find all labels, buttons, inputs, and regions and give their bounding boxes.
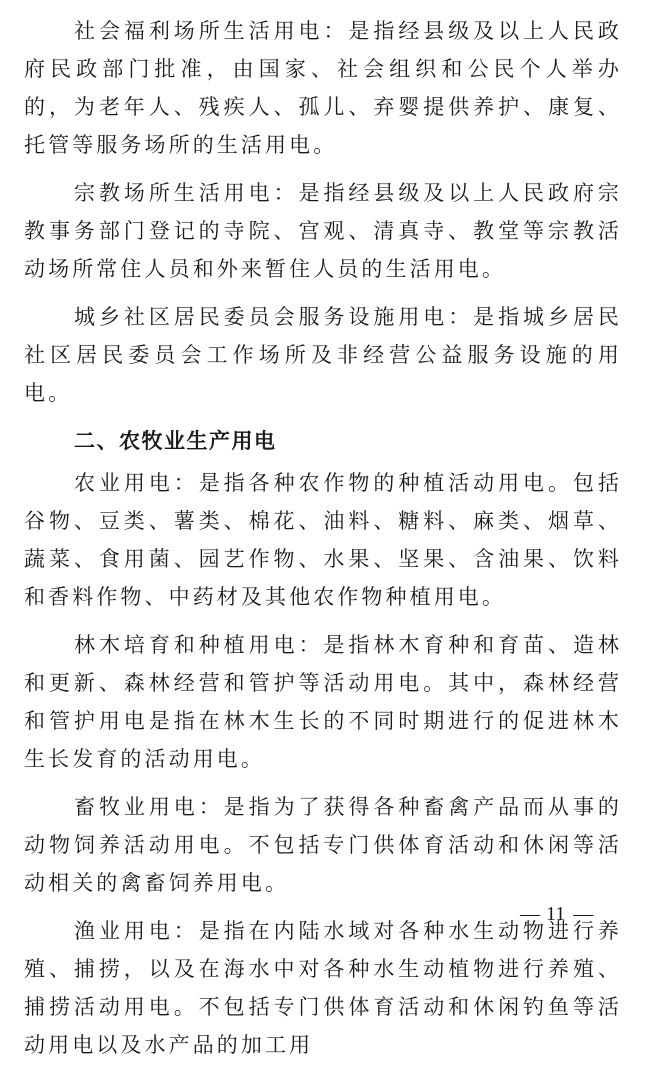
paragraph-community-committee: 城乡社区居民委员会服务设施用电：是指城乡居民社区居民委员会工作场所及非经营公益服务设施的用电。 — [24, 305, 622, 405]
paragraph-fishery: 渔业用电：是指在内陆水域对各种水生动物进行养殖、捕捞，以及在海水中对各种水生动植物进行养殖、捕捞活动用电。不包括专门供体育活动和休闲钓鱼等活动用电以及水产品的加工用 — [24, 919, 622, 1057]
paragraph-social-welfare: 社会福利场所生活用电：是指经县级及以上人民政府民政部门批准，由国家、社会组织和公民个人举办的，为老年人、残疾人、孤儿、弃婴提供养护、康复、托管等服务场所的生活用电。 — [24, 19, 622, 157]
paragraph-animal-husbandry: 畜牧业用电：是指为了获得各种畜禽产品而从事的动物饲养活动用电。不包括专门供体育活动和休闲等活动相关的禽畜饲养用电。 — [24, 795, 622, 895]
page-number: 11 — [546, 903, 566, 925]
section-heading: 二、农牧业生产用电 — [74, 429, 277, 453]
paragraph-religious-sites: 宗教场所生活用电：是指经县级及以上人民政府宗教事务部门登记的寺院、宫观、清真寺、教堂等宗教活动场所常住人员和外来暂住人员的生活用电。 — [24, 181, 622, 281]
footer-dash-right: — — [573, 903, 592, 925]
paragraph-forestry: 林木培育和种植用电：是指林木育种和育苗、造林和更新、森林经营和管护等活动用电。其中，森林经营和管护用电是指在林木生长的不同时期进行的促进林木生长发育的活动用电。 — [24, 633, 622, 771]
paragraph-agriculture: 农业用电：是指各种农作物的种植活动用电。包括谷物、豆类、薯类、棉花、油料、糖料、麻类、烟草、蔬菜、食用菌、园艺作物、水果、坚果、含油果、饮料和香料作物、中药材及其他农作物种植用电。 — [24, 471, 622, 609]
footer-dash-left: — — [520, 903, 538, 925]
page-footer — [520, 902, 591, 926]
